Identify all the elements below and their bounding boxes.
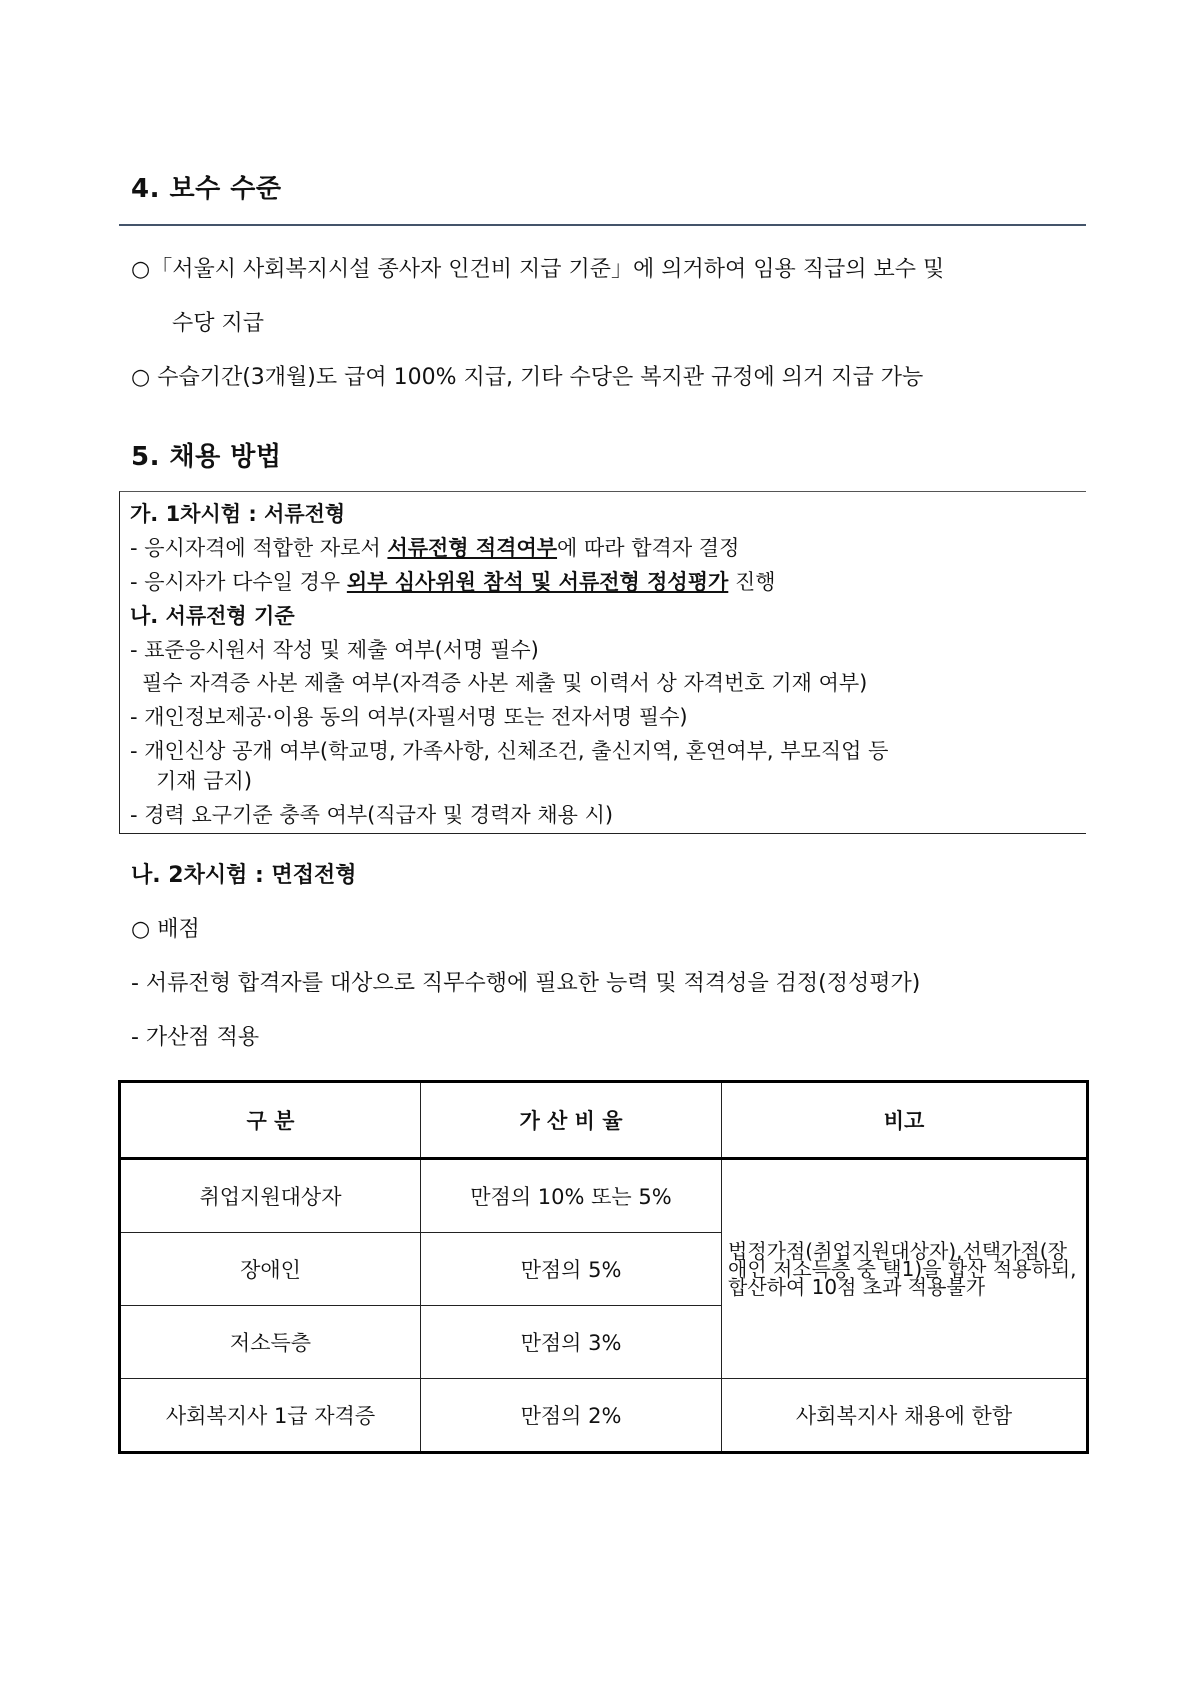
- section5-title: 5. 채용 방법: [131, 442, 282, 472]
- header-rate: 가 산 비 율: [421, 1082, 722, 1159]
- table-row: [120, 1379, 1088, 1453]
- header-category: 구 분: [120, 1082, 421, 1159]
- screening-item-2: - 응시자가 다수일 경우 외부 심사위원 참석 및 서류전형 정성평가 진행: [130, 570, 776, 594]
- criteria-item-3-cont: 기재 금지): [156, 769, 253, 793]
- row-category: 장애인: [120, 1233, 421, 1306]
- section4-title: 4. 보수 수준: [131, 174, 282, 204]
- criteria-item-3: - 개인신상 공개 여부(학교명, 가족사항, 신체조건, 출신지역, 혼연여부, 부모직업 등: [130, 739, 889, 763]
- score-label: ○ 배점: [131, 917, 200, 942]
- screening-title: 가. 1차시험 : 서류전형: [130, 502, 346, 526]
- row-note: 사회복지사 채용에 한함: [722, 1379, 1088, 1453]
- row-category: 저소득층: [120, 1306, 421, 1379]
- bonus-points-table: [118, 1080, 1089, 1454]
- criteria-item-1: - 표준응시원서 작성 및 제출 여부(서명 필수): [130, 638, 539, 662]
- criteria-item-1-cont: 필수 자격증 사본 제출 여부(자격증 사본 제출 및 이력서 상 자격번호 기재 여부): [142, 671, 868, 695]
- row-rate: 만점의 3%: [421, 1306, 722, 1379]
- header-note: 비고: [722, 1082, 1088, 1159]
- score-description: - 서류전형 합격자를 대상으로 직무수행에 필요한 능력 및 적격성을 검정(정성평가): [131, 971, 921, 996]
- section4-line2: ○ 수습기간(3개월)도 급여 100% 지급, 기타 수당은 복지관 규정에 의거 지급 가능: [131, 365, 924, 390]
- bonus-label: - 가산점 적용: [131, 1025, 260, 1050]
- row-category: 사회복지사 1급 자격증: [120, 1379, 421, 1453]
- row-rate: 만점의 2%: [421, 1379, 722, 1453]
- interview-title: 나. 2차시험 : 면접전형: [131, 863, 357, 888]
- row-rate: 만점의 5%: [421, 1233, 722, 1306]
- screening-criteria-title: 나. 서류전형 기준: [130, 604, 295, 628]
- section4-line1: ○「서울시 사회복지시설 종사자 인건비 지급 기준」에 의거하여 임용 직급의 보수 및: [131, 257, 945, 282]
- row-rate: 만점의 10% 또는 5%: [421, 1159, 722, 1233]
- row-note-merged: 법정가점(취업지원대상자),선택가점(장애인 저소득층 중 택1)을 합산 적용하되, 합산하여 10점 초과 적용불가: [722, 1159, 1088, 1379]
- row-category: 취업지원대상자: [120, 1159, 421, 1233]
- criteria-item-2: - 개인정보제공·이용 동의 여부(자필서명 또는 전자서명 필수): [130, 705, 688, 729]
- document-screening-box: [119, 491, 1086, 834]
- section-divider: [119, 224, 1086, 226]
- table-header-row: [120, 1082, 1088, 1159]
- screening-item-1: - 응시자격에 적합한 자로서 서류전형 적격여부에 따라 합격자 결정: [130, 536, 740, 560]
- criteria-item-4: - 경력 요구기준 충족 여부(직급자 및 경력자 채용 시): [130, 803, 614, 827]
- table-row: [120, 1159, 1088, 1233]
- section4-line1-cont: 수당 지급: [172, 311, 265, 336]
